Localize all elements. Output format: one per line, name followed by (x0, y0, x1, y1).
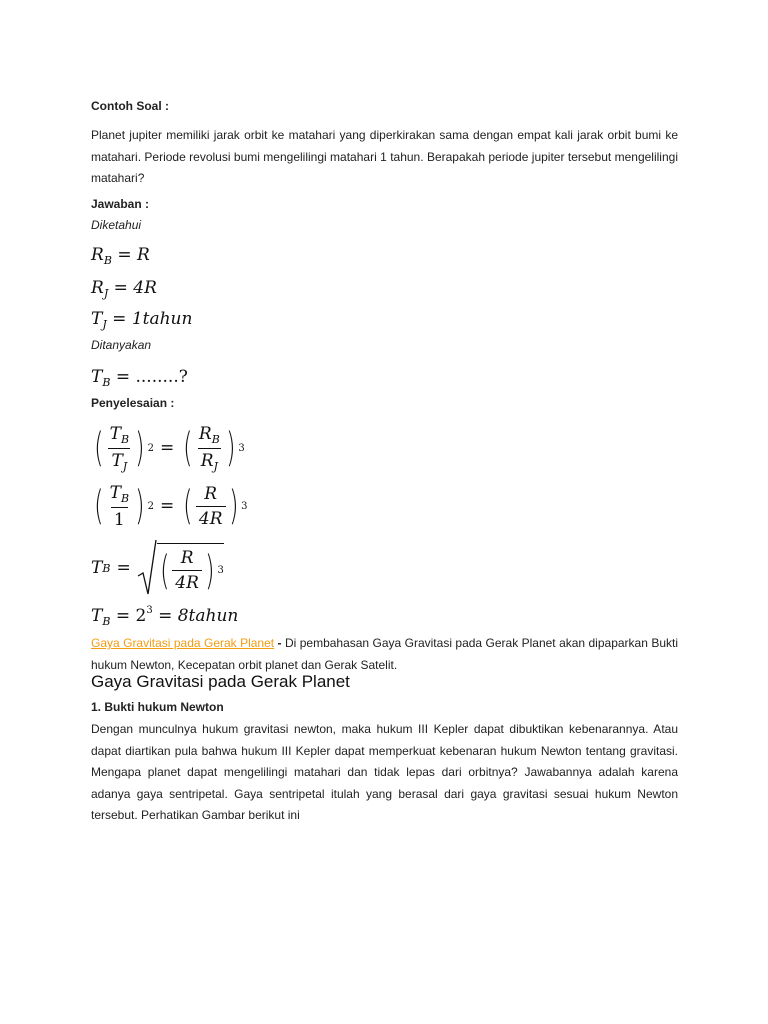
equation-4: $T_B = 2^3$ = 8tahun (91, 605, 239, 628)
solution-label: Penyelesaian : (91, 396, 175, 410)
equation-3: T B = ( $\frac{R}{4R}$ ) 3 (91, 537, 678, 599)
example-question: Planet jupiter memiliki jarak orbit ke matahari yang diperkirakan sama dengan empat kali jarak orbit bumi ke matahari. Periode revolusi bumi mengelilingi matahari 1 tahun. Berapakah periode jupiter tersebut mengelilingi matahari? (91, 128, 678, 185)
intro-link[interactable]: Gaya Gravitasi pada Gerak Planet (91, 636, 275, 650)
known-tj: $T_J$ = 1tahun (91, 309, 193, 331)
asked-label: Ditanyakan (91, 338, 152, 352)
intro-paragraph: Gaya Gravitasi pada Gerak Planet - Di pembahasan Gaya Gravitasi pada Gerak Planet akan dipaparkan Bukti hukum Newton, Kecepatan orbit planet dan Gerak Satelit. (91, 636, 678, 672)
section-heading: Gaya Gravitasi pada Gerak Planet (91, 672, 350, 691)
asked-tb: $T_B$ = ........? (91, 367, 188, 389)
equation-2: ( $\frac{T_B}{1}$ ) 2 = ( $\frac{R}{4R}$ ) 3 (94, 482, 248, 530)
answer-label: Jawaban : (91, 197, 150, 211)
sqrt-sign-icon (137, 538, 157, 598)
known-rj: $R_J = 4R$ (91, 278, 157, 300)
equation-1: ( $\frac{T_B}{T_J}$ ) 2 = ( $\frac{R_B}{R_J}$ ) 3 (94, 423, 245, 473)
section-subheading: 1. Bukti hukum Newton (91, 700, 224, 714)
section-body: Dengan munculnya hukum gravitasi newton, maka hukum III Kepler dapat dibuktikan kebenarannya. Atau dapat diartikan pula bahwa hukum III Kepler dapat memperkuat kebenaran hukum Newton tentang gravitasi. Mengapa planet dapat mengelilingi matahari dan tidak lepas dari orbitnya? Jawabannya adalah karena adanya gaya sentripetal. Gaya sentripetal itulah yang berasal dari gaya gravitasi sesuai hukum Newton tersebut. Perhatikan Gambar berikut ini (91, 722, 678, 822)
example-title: Contoh Soal : (91, 99, 169, 113)
known-rb: $R_B = R$ (91, 245, 150, 267)
known-label: Diketahui (91, 218, 142, 232)
